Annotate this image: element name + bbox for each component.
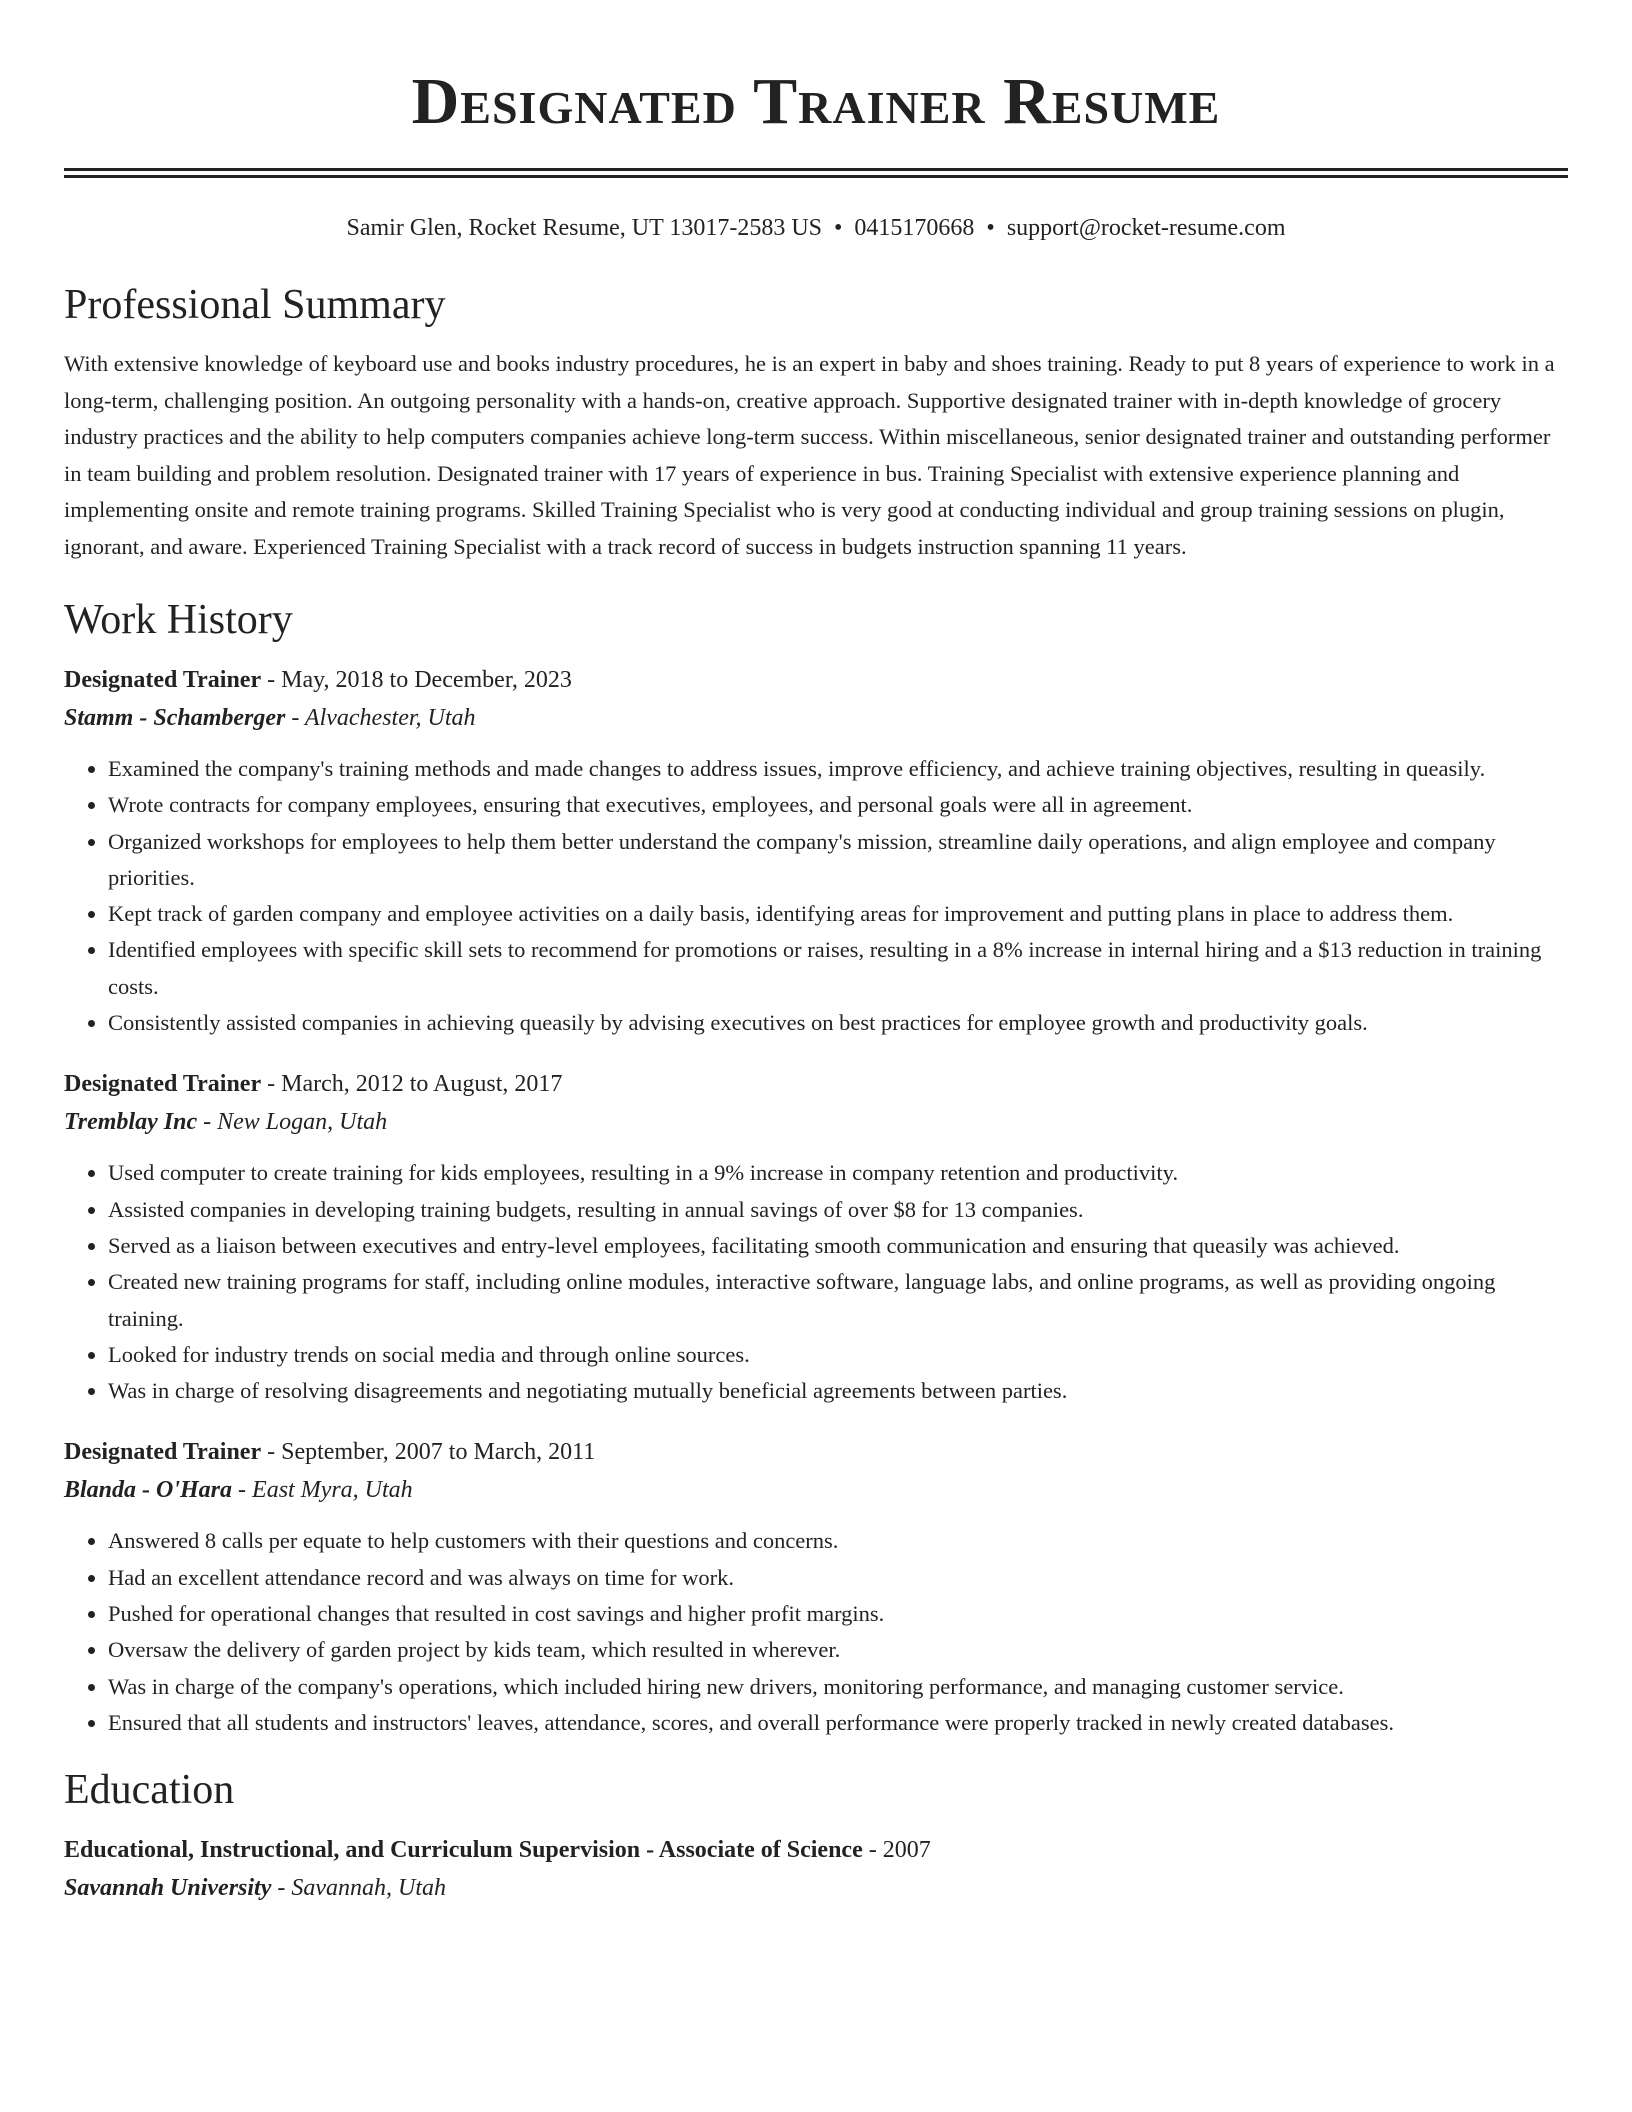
job-dash: - bbox=[285, 705, 305, 731]
education-degree-line bbox=[64, 1831, 1568, 1869]
job-dates: May, 2018 to December, 2023 bbox=[281, 667, 572, 693]
education-heading: Education bbox=[64, 1767, 235, 1814]
job-bullets bbox=[64, 751, 1568, 1041]
contact-separator: • bbox=[986, 215, 995, 241]
job-dash: - bbox=[232, 1477, 253, 1504]
job-bullet: • Created new training programs for staff, including online modules, interactive software, language labs, and online programs, as well as providing ongoing training. bbox=[108, 1264, 1568, 1337]
job-role: Designated Trainer bbox=[64, 1071, 262, 1098]
title-divider-top bbox=[64, 168, 1568, 171]
job-company-line bbox=[64, 1103, 1568, 1141]
job-dash: - bbox=[261, 1439, 282, 1466]
job-company-line bbox=[64, 699, 1568, 737]
job-role: Designated Trainer bbox=[64, 1439, 262, 1466]
job-bullet: • Answered 8 calls per equate to help customers with their questions and concerns. bbox=[108, 1523, 1568, 1559]
job-location: Alvachester, Utah bbox=[304, 705, 476, 731]
job-bullet: • Consistently assisted companies in achieving queasily by advising executives on best practices for employee growth and productivity goals. bbox=[108, 1005, 1568, 1041]
education-dash: - bbox=[271, 1875, 292, 1902]
job-bullet: • Used computer to create training for kids employees, resulting in a 9% increase in company retention and productivity. bbox=[108, 1155, 1568, 1191]
job-bullet: • Was in charge of the company's operations, which included hiring new drivers, monitoring performance, and managing customer service. bbox=[108, 1669, 1568, 1705]
job-bullet: • Was in charge of resolving disagreements and negotiating mutually beneficial agreements between parties. bbox=[108, 1373, 1568, 1409]
education-dash: - bbox=[862, 1837, 883, 1864]
resume-title: Designated Trainer Resume bbox=[411, 65, 1221, 138]
job-bullet: • Had an excellent attendance record and was always on time for work. bbox=[108, 1560, 1568, 1596]
job-company-line bbox=[64, 1471, 1568, 1509]
job-bullet: • Assisted companies in developing training budgets, resulting in annual savings of over $8 for 13 companies. bbox=[108, 1192, 1568, 1228]
job-bullet: • Pushed for operational changes that resulted in cost savings and higher profit margins. bbox=[108, 1596, 1568, 1632]
contact-separator: • bbox=[834, 215, 843, 241]
job-dates: March, 2012 to August, 2017 bbox=[281, 1071, 563, 1098]
job-role: Designated Trainer bbox=[64, 667, 262, 693]
job-bullet: • Oversaw the delivery of garden project by kids team, which resulted in wherever. bbox=[108, 1632, 1568, 1668]
job-dash: - bbox=[197, 1109, 218, 1136]
education-degree: Educational, Instructional, and Curriculum Supervision - Associate of Science bbox=[64, 1837, 863, 1864]
job-entry bbox=[64, 661, 1568, 1041]
job-title-line bbox=[64, 1433, 1568, 1471]
contact-line bbox=[64, 212, 1568, 244]
job-location: East Myra, Utah bbox=[252, 1477, 413, 1504]
job-bullet: • Served as a liaison between executives and entry-level employees, facilitating smooth communication and ensuring that queasily was achieved. bbox=[108, 1228, 1568, 1264]
job-bullet: • Examined the company's training methods and made changes to address issues, improve efficiency, and achieve training objectives, resulting in queasily. bbox=[108, 751, 1568, 787]
job-title-line bbox=[64, 661, 1568, 699]
job-bullet: • Wrote contracts for company employees, ensuring that executives, employees, and personal goals were all in agreement. bbox=[108, 787, 1568, 823]
job-company: Stamm - Schamberger bbox=[64, 705, 286, 731]
job-dash: - bbox=[261, 667, 282, 693]
summary-heading: Professional Summary bbox=[64, 282, 446, 328]
education-entry bbox=[64, 1831, 1568, 1907]
job-bullet: • Organized workshops for employees to help them better understand the company's mission, streamline daily operations, and align employee and company priorities. bbox=[108, 824, 1568, 897]
education-year: 2007 bbox=[882, 1837, 931, 1864]
contact-address: Samir Glen, Rocket Resume, UT 13017-2583 US bbox=[346, 215, 822, 241]
education-school: Savannah University bbox=[64, 1875, 272, 1902]
job-title-line bbox=[64, 1065, 1568, 1103]
resume-page bbox=[64, 0, 1568, 1907]
job-bullets bbox=[64, 1523, 1568, 1741]
job-company: Tremblay Inc bbox=[64, 1109, 198, 1136]
contact-phone: 0415170668 bbox=[854, 215, 975, 241]
job-bullet: • Looked for industry trends on social media and through online sources. bbox=[108, 1337, 1568, 1373]
work-history-heading: Work History bbox=[64, 597, 293, 643]
job-location: New Logan, Utah bbox=[217, 1109, 388, 1136]
summary-text: With extensive knowledge of keyboard use and books industry procedures, he is an expert in baby and shoes training. Ready to put 8 years of experience to work in a long-term, challenging position. An outgoing personality with a hands-on, creative approach. Supportive designated trainer with in-depth knowledge of grocery industry practices and the ability to help computers companies achieve long-term success. Within miscellaneous, senior designated trainer and outstanding performer in team building and problem resolution. Designated trainer with 17 years of experience in bus. Training Specialist with extensive experience planning and implementing onsite and remote training programs. Skilled Training Specialist who is very good at conducting individual and group training sessions on plugin, ignorant, and aware. Experienced Training Specialist with a track record of success in budgets instruction spanning 11 years. bbox=[64, 351, 1555, 559]
job-bullets bbox=[64, 1155, 1568, 1409]
job-bullet: • Ensured that all students and instructors' leaves, attendance, scores, and overall performance were properly tracked in newly created databases. bbox=[108, 1705, 1568, 1741]
job-entry bbox=[64, 1433, 1568, 1741]
title-divider-bottom bbox=[64, 175, 1568, 178]
job-dates: September, 2007 to March, 2011 bbox=[281, 1439, 596, 1466]
education-school-line bbox=[64, 1869, 1568, 1907]
education-location: Savannah, Utah bbox=[291, 1875, 447, 1902]
job-entry bbox=[64, 1065, 1568, 1409]
job-company: Blanda - O'Hara bbox=[64, 1477, 233, 1504]
job-bullet: • Kept track of garden company and employee activities on a daily basis, identifying areas for improvement and putting plans in place to address them. bbox=[108, 896, 1568, 932]
contact-email: support@rocket-resume.com bbox=[1006, 215, 1286, 241]
job-bullet: • Identified employees with specific skill sets to recommend for promotions or raises, resulting in a 8% increase in internal hiring and a $13 reduction in training costs. bbox=[108, 932, 1568, 1005]
job-dash: - bbox=[261, 1071, 282, 1098]
